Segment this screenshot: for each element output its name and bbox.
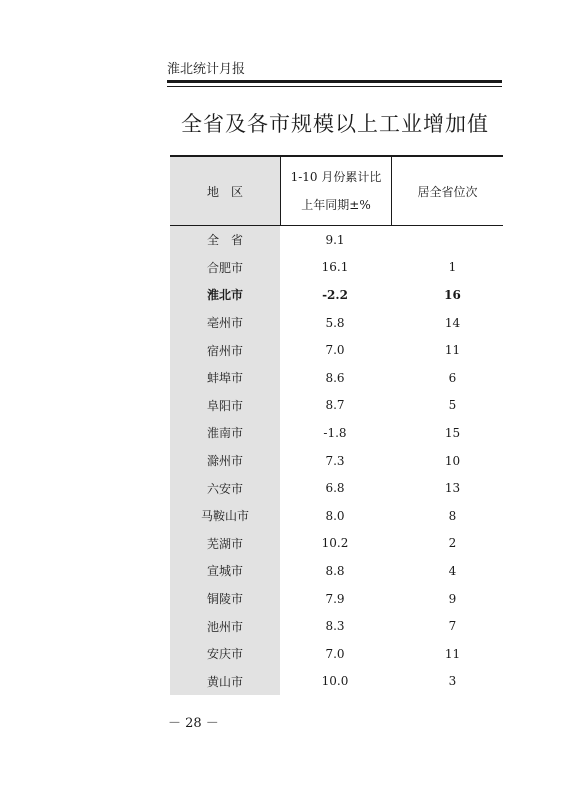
- table-row: [170, 530, 503, 558]
- table-header: [170, 157, 503, 226]
- data-table: [170, 155, 503, 695]
- cell-region: 宿州市: [170, 336, 280, 364]
- header-rank: 居全省位次: [417, 184, 478, 199]
- cell-growth: 10.2: [321, 536, 349, 551]
- cell-region: 池州市: [170, 612, 280, 640]
- table-row: [170, 668, 503, 696]
- table-row: [170, 254, 503, 282]
- cell-region: 芜湖市: [170, 530, 280, 558]
- table-row: [170, 392, 503, 420]
- table-row: [170, 640, 503, 668]
- cell-region: 全 省: [170, 226, 280, 254]
- cell-region: 亳州市: [170, 309, 280, 337]
- cell-rank: 6: [448, 370, 457, 385]
- cell-growth: -1.8: [323, 425, 347, 440]
- cell-growth: 10.0: [321, 674, 349, 689]
- running-head: 淮北统计月报: [167, 62, 246, 77]
- cell-rank: 4: [448, 563, 457, 578]
- cell-growth: 8.0: [325, 508, 345, 523]
- header-rule-thin: [167, 86, 502, 87]
- cell-region: 滁州市: [170, 447, 280, 475]
- cell-region: 淮北市: [170, 281, 280, 309]
- cell-rank: 11: [444, 343, 461, 358]
- cell-rank: 7: [448, 619, 457, 634]
- table-body: [170, 226, 503, 695]
- header-region: 地 区: [170, 157, 280, 225]
- cell-region: 淮南市: [170, 419, 280, 447]
- cell-growth: 8.8: [325, 563, 345, 578]
- cell-region: 宣城市: [170, 557, 280, 585]
- cell-rank: [390, 226, 503, 254]
- cell-rank: 14: [444, 315, 461, 330]
- cell-region: 蚌埠市: [170, 364, 280, 392]
- header-growth-line1: 1-10 月份累计比: [290, 170, 382, 184]
- cell-growth: 7.3: [325, 453, 345, 468]
- cell-growth: 8.6: [325, 370, 345, 385]
- cell-rank: 8: [448, 508, 457, 523]
- cell-rank: 15: [444, 425, 461, 440]
- cell-rank: 9: [448, 591, 457, 606]
- cell-rank: 2: [448, 536, 457, 551]
- cell-region: 合肥市: [170, 254, 280, 282]
- table-row: [170, 226, 503, 254]
- table-row: [170, 502, 503, 530]
- table-row: [170, 281, 503, 309]
- table-row: [170, 447, 503, 475]
- cell-growth: 6.8: [325, 481, 345, 496]
- cell-region: 阜阳市: [170, 392, 280, 420]
- cell-rank: 16: [444, 287, 461, 302]
- cell-region: 黄山市: [170, 668, 280, 696]
- cell-rank: 1: [448, 260, 457, 275]
- cell-growth: -2.2: [322, 287, 348, 302]
- table-row: [170, 364, 503, 392]
- cell-growth: 5.8: [325, 315, 345, 330]
- table-row: [170, 336, 503, 364]
- table-row: [170, 612, 503, 640]
- cell-region: 马鞍山市: [170, 502, 280, 530]
- cell-growth: 8.7: [325, 398, 345, 413]
- header-growth: [280, 157, 392, 225]
- cell-growth: 9.1: [325, 232, 345, 247]
- cell-rank: 13: [444, 481, 461, 496]
- cell-growth: 16.1: [321, 260, 349, 275]
- cell-growth: 7.0: [325, 646, 345, 661]
- table-row: [170, 474, 503, 502]
- table-row: [170, 585, 503, 613]
- cell-region: 铜陵市: [170, 585, 280, 613]
- cell-growth: 7.9: [325, 591, 345, 606]
- table-row: [170, 309, 503, 337]
- cell-rank: 11: [444, 646, 461, 661]
- cell-region: 六安市: [170, 474, 280, 502]
- header-growth-line2: 上年同期±%: [301, 198, 371, 212]
- cell-rank: 10: [444, 453, 461, 468]
- cell-rank: 3: [448, 674, 457, 689]
- page-number: － 28 －: [168, 716, 219, 731]
- header-rule-thick: [167, 80, 502, 83]
- cell-growth: 8.3: [325, 619, 345, 634]
- cell-region: 安庆市: [170, 640, 280, 668]
- table-row: [170, 419, 503, 447]
- cell-rank: 5: [448, 398, 457, 413]
- page-title: 全省及各市规模以上工业增加值: [181, 112, 489, 136]
- cell-growth: 7.0: [325, 343, 345, 358]
- table-row: [170, 557, 503, 585]
